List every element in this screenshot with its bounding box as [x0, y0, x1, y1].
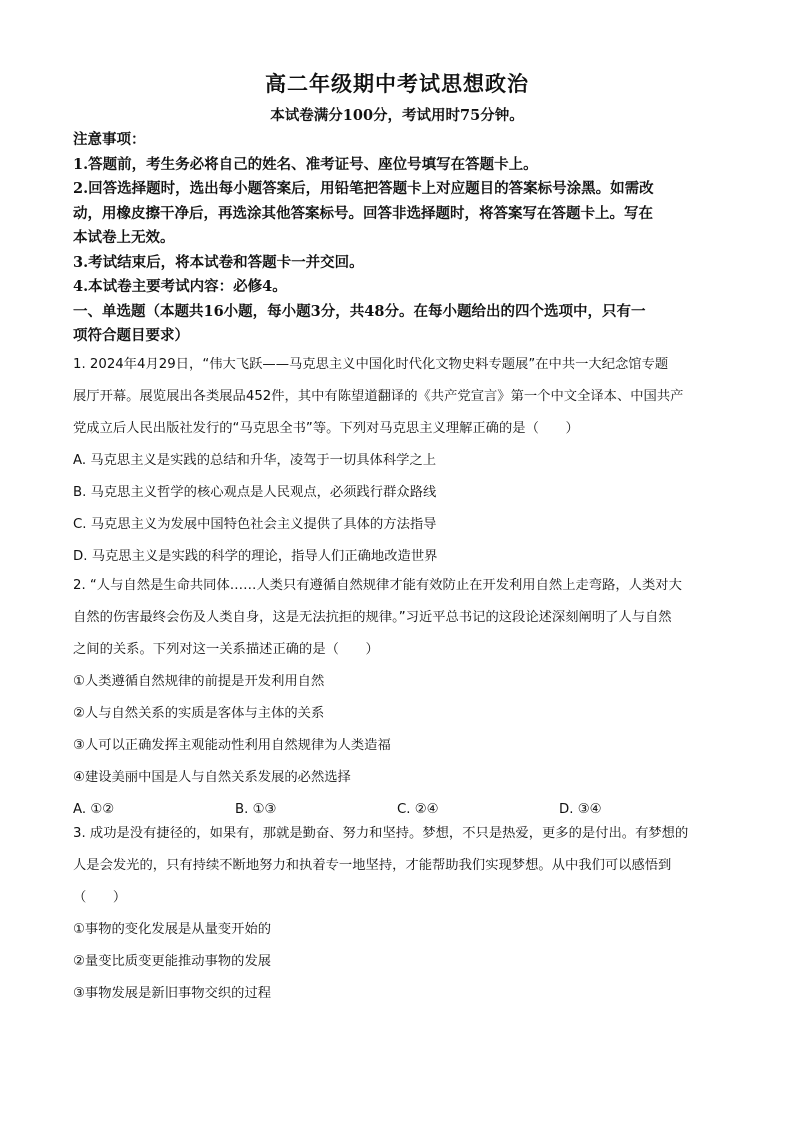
option-b: B. 马克思主义哲学的核心观点是人民观点，必须践行群众路线	[73, 485, 437, 500]
exam-subtitle: 本试卷满分100分，考试用时75分钟。	[270, 107, 524, 124]
question-text-line: 人是会发光的，只有持续不断地努力和执着专一地坚持，才能帮助我们实现梦想。从中我们可以感悟到	[73, 858, 672, 873]
question-text-line: 自然的伤害最终会伤及人类自身，这是无法抗拒的规律。”习近平总书记的这段论述深刻阐明了人与自然	[73, 610, 672, 625]
statement-1: ①事物的变化发展是从量变开始的	[73, 922, 272, 937]
notice-item: 动，用橡皮擦干净后，再选涂其他答案标号。回答非选择题时，将答案写在答题卡上。写在	[73, 204, 653, 222]
section-heading-line: 一、单选题（本题共16小题，每小题3分，共48分。在每小题给出的四个选项中，只有一	[73, 302, 646, 320]
option-c: C. 马克思主义为发展中国特色社会主义提供了具体的方法指导	[73, 517, 437, 532]
exam-title: 高二年级期中考试思想政治	[265, 71, 529, 96]
choice-a: A. ①②	[73, 802, 115, 817]
option-d: D. 马克思主义是实践的科学的理论，指导人们正确地改造世界	[73, 549, 438, 564]
notice-item: 1.答题前，考生务必将自己的姓名、准考证号、座位号填写在答题卡上。	[73, 155, 538, 173]
choice-d: D. ③④	[559, 802, 602, 817]
question-text-line: 2. “人与自然是生命共同体……人类只有遵循自然规律才能有效防止在开发利用自然上走弯路，人类对大	[73, 578, 682, 593]
statement-3: ③人可以正确发挥主观能动性利用自然规律为人类造福	[73, 738, 391, 753]
question-text-line: （ ）	[73, 890, 127, 905]
question-2	[73, 570, 723, 826]
statement-2: ②人与自然关系的实质是客体与主体的关系	[73, 706, 325, 721]
question-3	[73, 818, 723, 1010]
question-text-line: 展厅开幕。展览展出各类展品452件，其中有陈望道翻译的《共产党宣言》第一个中文全译本、中国共产	[73, 389, 684, 404]
question-text-line: 之间的关系。下列对这一关系描述正确的是（ ）	[73, 642, 379, 657]
statement-3: ③事物发展是新旧事物交织的过程	[73, 986, 272, 1001]
question-1	[73, 349, 723, 573]
notice-heading: 注意事项：	[73, 131, 146, 148]
choice-c: C. ②④	[397, 802, 439, 817]
statement-1: ①人类遵循自然规律的前提是开发利用自然	[73, 674, 325, 689]
section-heading-line: 项符合题目要求）	[73, 327, 189, 344]
question-text-line: 党成立后人民出版社发行的“马克思全书”等。下列对马克思主义理解正确的是（ ）	[73, 421, 579, 436]
statement-2: ②量变比质变更能推动事物的发展	[73, 954, 272, 969]
notice-section	[73, 128, 723, 349]
choice-b: B. ①③	[235, 802, 277, 817]
notice-item: 2.回答选择题时，选出每小题答案后，用铅笔把答题卡上对应题目的答案标号涂黑。如需改	[73, 180, 654, 197]
notice-item: 本试卷上无效。	[73, 229, 175, 246]
option-a: A. 马克思主义是实践的总结和升华，凌驾于一切具体科学之上	[73, 453, 437, 468]
question-text-line: 1. 2024年4月29日，“伟大飞跃——马克思主义中国化时代化文物史料专题展”在中共一大纪念馆专题	[73, 357, 669, 372]
statement-4: ④建设美丽中国是人与自然关系发展的必然选择	[73, 770, 351, 785]
notice-item: 3.考试结束后，将本试卷和答题卡一并交回。	[73, 253, 364, 271]
question-text-line: 3. 成功是没有捷径的，如果有，那就是勤奋、努力和坚持。梦想，不只是热爱，更多的是付出。有梦想的	[73, 826, 689, 841]
notice-item: 4.本试卷主要考试内容：必修4。	[73, 278, 287, 295]
